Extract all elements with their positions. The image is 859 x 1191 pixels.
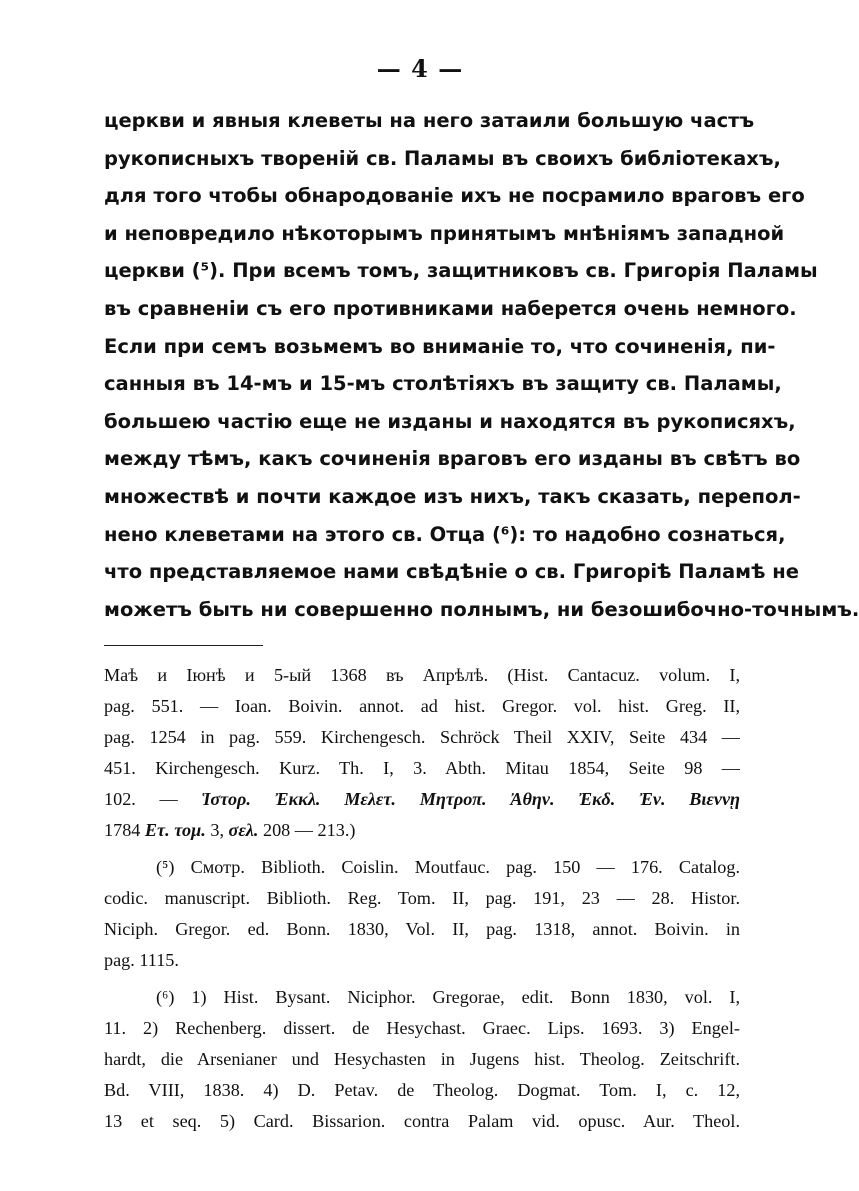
footnotes — [104, 660, 740, 1137]
main-text-line: нено клеветами на этого св. Отца (⁶): то надобно сознаться, — [104, 522, 786, 546]
main-text-line: въ сравненiи съ его противниками наберется очень немного. — [104, 296, 797, 320]
footnote-continuation-line: 451. Kirchengesch. Kurz. Th. I, 3. Abth. Mitau 1854, Seite 98 — — [104, 758, 740, 778]
footnote-volume-number: 3, — [205, 820, 229, 840]
main-text-line: рукописныхъ творенiй св. Паламы въ своихъ библiотекахъ, — [104, 146, 781, 170]
footnote-6-line: 11. 2) Rechenberg. dissert. de Hesychast. Graec. Lips. 1693. 3) Engel- — [104, 1018, 740, 1038]
main-text-body — [104, 102, 859, 628]
footnote-greek-volume: Ετ. τομ. — [144, 820, 206, 840]
footnote-greek-page: σελ. — [228, 820, 259, 840]
footnote-6-line: 13 et seq. 5) Card. Bissarion. contra Palam vid. opusc. Aur. Theol. — [104, 1111, 740, 1131]
main-text-line: множествѣ и почти каждое изъ нихъ, такъ сказать, перепол- — [104, 484, 801, 508]
footnote-year: 1784 — [104, 820, 145, 840]
footnote-page-range: 208 — 213.) — [258, 820, 356, 840]
footnote-6-line: hardt, die Arsenianer und Hesychasten in Jugens hist. Theolog. Zeitschrift. — [104, 1049, 740, 1069]
main-text-line: для того чтобы обнародованiе ихъ не посрамило враговъ его — [104, 184, 805, 208]
footnote-divider — [104, 645, 263, 646]
main-text-line: церкви (⁵). При всемъ томъ, защитниковъ св. Григорiя Паламы — [104, 259, 818, 283]
footnote-continuation-line: Маѣ и Iюнѣ и 5-ый 1368 въ Апрѣлѣ. (Hist. Cantacuz. volum. I, — [104, 665, 740, 685]
main-text-line: санныя въ 14-мъ и 15-мъ столѣтiяхъ въ защиту св. Паламы, — [104, 372, 782, 396]
footnote-greek-prefix: 102. — — [104, 789, 202, 809]
footnote-5-line: pag. 1115. — [104, 950, 179, 970]
main-text-line: Если при семъ возьмемъ во вниманiе то, что сочиненiя, пи- — [104, 334, 776, 358]
main-text-line: можетъ быть ни совершенно полнымъ, ни безошибочно-точнымъ. — [104, 597, 859, 621]
page-number: — 4 — — [376, 54, 464, 83]
main-text-line: церкви и явныя клеветы на него затаили большую частъ — [104, 109, 755, 132]
footnote-5-line: Niciph. Gregor. ed. Bonn. 1830, Vol. II, pag. 1318, annot. Boivin. in — [104, 919, 740, 939]
footnote-greek-line — [104, 784, 740, 815]
footnote-5-line: codic. manuscript. Biblioth. Reg. Tom. II, pag. 191, 23 — 28. Histor. — [104, 888, 740, 908]
footnote-6-line: (⁶) 1) Hist. Bysant. Niciphor. Gregorae, edit. Bonn 1830, vol. I, — [156, 987, 740, 1007]
footnote-greek-citation: Ἱστορ. Ἐκκλ. Μελετ. Μητροπ. Ἀθην. Ἐκδ. Ἐν. Βιεννῃ — [201, 789, 741, 809]
footnote-5-line: (⁵) Смотр. Biblioth. Coislin. Moutfauc. pag. 150 — 176. Catalog. — [156, 857, 740, 877]
footnote-continuation-end — [104, 815, 740, 846]
main-text-line: большею частiю еще не изданы и находятся въ рукописяхъ, — [104, 409, 796, 433]
footnote-continuation-line: pag. 551. — Ioan. Boivin. annot. ad hist. Gregor. vol. hist. Greg. II, — [104, 696, 740, 716]
main-text-line: что представляемое нами свѣдѣнiе о св. Григорiѣ Паламѣ не — [104, 560, 799, 584]
main-text-line: и неповредило нѣкоторымъ принятымъ мнѣнiямъ западной — [104, 221, 785, 245]
footnote-6-line: Bd. VIII, 1838. 4) D. Petav. de Theolog. Dogmat. Tom. I, c. 12, — [104, 1080, 740, 1100]
footnote-continuation-line: pag. 1254 in pag. 559. Kirchengesch. Schröck Theil XXIV, Seite 434 — — [104, 727, 740, 747]
main-text-line: между тѣмъ, какъ сочиненiя враговъ его изданы въ свѣтъ во — [104, 447, 801, 471]
